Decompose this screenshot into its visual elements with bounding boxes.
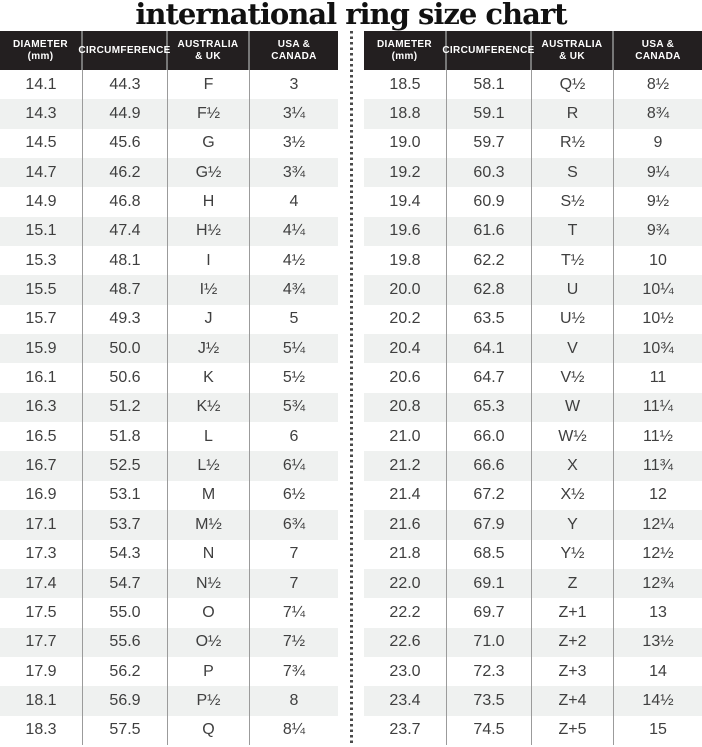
table-cell: 8½ — [646, 75, 670, 93]
table-row — [364, 187, 702, 216]
table-body — [364, 70, 702, 745]
table-cell: R½ — [532, 129, 614, 158]
table-header-row — [364, 31, 702, 70]
table-cell: S½ — [532, 187, 614, 216]
table-cell: 50.6 — [83, 363, 168, 392]
table-row — [0, 129, 338, 158]
table-body — [0, 70, 338, 745]
table-cell: P — [168, 657, 250, 686]
table-cell: Z+4 — [532, 686, 614, 715]
table-cell: 53.1 — [83, 481, 168, 510]
table-cell: 8¼ — [282, 721, 306, 739]
table-cell: 15.5 — [0, 275, 83, 304]
table-cell: 9 — [653, 134, 663, 152]
table-cell: Y½ — [532, 540, 614, 569]
table-cell: 6 — [289, 427, 299, 445]
column-header: USA & CANADA — [271, 38, 317, 62]
table-cell: 60.9 — [447, 187, 532, 216]
table-cell: 19.0 — [364, 129, 447, 158]
table-cell: 11¼ — [643, 398, 673, 416]
table-cell: 52.5 — [83, 451, 168, 480]
column-header: AUSTRALIA & UK — [532, 31, 614, 70]
table-cell: 9¼ — [646, 163, 670, 181]
table-cell: L — [168, 422, 250, 451]
table-cell: 23.4 — [364, 686, 447, 715]
table-cell: 69.7 — [447, 598, 532, 627]
table-cell: 73.5 — [447, 686, 532, 715]
table-row — [0, 363, 338, 392]
table-cell: Z+1 — [532, 598, 614, 627]
table-cell: 21.6 — [364, 510, 447, 539]
table-cell: 5¼ — [282, 339, 306, 357]
table-cell: 3½ — [282, 134, 306, 152]
table-cell: 62.8 — [447, 275, 532, 304]
table-cell: 46.2 — [83, 158, 168, 187]
table-cell: 17.3 — [0, 540, 83, 569]
table-cell: 21.2 — [364, 451, 447, 480]
table-row — [364, 363, 702, 392]
table-cell: 3 — [289, 75, 299, 93]
table-cell: F½ — [168, 99, 250, 128]
table-row — [0, 481, 338, 510]
table-cell: 71.0 — [447, 628, 532, 657]
table-row — [364, 716, 702, 745]
table-cell: 56.9 — [83, 686, 168, 715]
table-cell: 54.3 — [83, 540, 168, 569]
table-cell: 14½ — [642, 691, 674, 709]
table-cell: 9½ — [646, 193, 670, 211]
ring-size-table-left — [0, 31, 338, 745]
table-cell: V½ — [532, 363, 614, 392]
table-cell: 65.3 — [447, 393, 532, 422]
table-cell: T½ — [532, 246, 614, 275]
table-cell: Z — [532, 569, 614, 598]
table-cell: 55.0 — [83, 598, 168, 627]
table-row — [0, 99, 338, 128]
table-cell: 45.6 — [83, 129, 168, 158]
table-row — [364, 481, 702, 510]
table-cell: 7½ — [282, 633, 306, 651]
table-cell: 67.2 — [447, 481, 532, 510]
table-row — [0, 422, 338, 451]
table-cell: W½ — [532, 422, 614, 451]
table-row — [0, 393, 338, 422]
table-cell: 57.5 — [83, 716, 168, 745]
table-cell: 4¾ — [282, 281, 306, 299]
column-header: DIAMETER (mm) — [364, 31, 447, 70]
table-row — [364, 686, 702, 715]
table-row — [0, 686, 338, 715]
table-cell: W — [532, 393, 614, 422]
table-cell: M½ — [168, 510, 250, 539]
table-cell: 15.1 — [0, 217, 83, 246]
table-row — [364, 598, 702, 627]
table-cell: 22.6 — [364, 628, 447, 657]
table-cell: 50.0 — [83, 334, 168, 363]
table-cell: V — [532, 334, 614, 363]
table-cell: U½ — [532, 305, 614, 334]
table-row — [364, 217, 702, 246]
table-cell: 18.8 — [364, 99, 447, 128]
table-row — [0, 628, 338, 657]
table-cell: 20.4 — [364, 334, 447, 363]
table-cell: 66.0 — [447, 422, 532, 451]
table-cell: 59.1 — [447, 99, 532, 128]
table-row — [0, 657, 338, 686]
table-row — [0, 598, 338, 627]
table-cell: 18.3 — [0, 716, 83, 745]
table-cell: 20.8 — [364, 393, 447, 422]
table-cell: 7¼ — [282, 603, 306, 621]
table-row — [0, 246, 338, 275]
table-cell: 11 — [649, 369, 667, 387]
table-cell: 5½ — [282, 369, 306, 387]
table-cell: 7 — [289, 545, 299, 563]
table-cell: Z+5 — [532, 716, 614, 745]
table-cell: 56.2 — [83, 657, 168, 686]
table-cell: 3¾ — [282, 163, 306, 181]
page-title: international ring size chart — [135, 0, 567, 31]
table-header-row — [0, 31, 338, 70]
table-cell: 14.7 — [0, 158, 83, 187]
table-row — [0, 510, 338, 539]
table-cell: X — [532, 451, 614, 480]
table-cell: 8 — [289, 691, 299, 709]
table-cell: 48.7 — [83, 275, 168, 304]
table-cell: 21.8 — [364, 540, 447, 569]
table-cell: M — [168, 481, 250, 510]
table-cell: 15 — [649, 721, 667, 739]
column-header: AUSTRALIA & UK — [168, 31, 250, 70]
table-cell: K — [168, 363, 250, 392]
ring-size-table-right — [364, 31, 702, 745]
table-cell: 9¾ — [646, 222, 670, 240]
table-cell: K½ — [168, 393, 250, 422]
table-cell: 4 — [289, 193, 299, 211]
dotted-divider-line — [350, 31, 353, 745]
table-cell: S — [532, 158, 614, 187]
table-cell: 68.5 — [447, 540, 532, 569]
table-cell: N — [168, 540, 250, 569]
table-cell: 44.3 — [83, 70, 168, 99]
table-row — [0, 305, 338, 334]
table-cell: 16.3 — [0, 393, 83, 422]
column-header: CIRCUMFERENCE — [447, 31, 532, 70]
table-cell: 21.0 — [364, 422, 447, 451]
table-cell: 17.9 — [0, 657, 83, 686]
table-cell: 20.6 — [364, 363, 447, 392]
table-cell: 7¾ — [282, 662, 306, 680]
table-row — [364, 305, 702, 334]
table-row — [0, 217, 338, 246]
table-cell: 6½ — [282, 486, 306, 504]
table-cell: 23.0 — [364, 657, 447, 686]
table-cell: O — [168, 598, 250, 627]
table-cell: 59.7 — [447, 129, 532, 158]
table-cell: 12 — [649, 486, 667, 504]
table-row — [364, 422, 702, 451]
table-cell: 15.3 — [0, 246, 83, 275]
table-cell: 4¼ — [282, 222, 306, 240]
table-cell: O½ — [168, 628, 250, 657]
table-cell: 4½ — [282, 251, 306, 269]
table-cell: 14.5 — [0, 129, 83, 158]
table-cell: 6¼ — [282, 457, 306, 475]
table-cell: T — [532, 217, 614, 246]
table-cell: 15.7 — [0, 305, 83, 334]
table-cell: 51.8 — [83, 422, 168, 451]
table-row — [0, 158, 338, 187]
table-row — [0, 275, 338, 304]
table-cell: 20.0 — [364, 275, 447, 304]
table-cell: 5 — [289, 310, 299, 328]
table-cell: 22.2 — [364, 598, 447, 627]
table-row — [364, 275, 702, 304]
table-cell: U — [532, 275, 614, 304]
table-cell: 19.4 — [364, 187, 447, 216]
table-cell: 58.1 — [447, 70, 532, 99]
table-cell: 22.0 — [364, 569, 447, 598]
table-cell: 53.7 — [83, 510, 168, 539]
table-cell: 19.8 — [364, 246, 447, 275]
table-cell: 49.3 — [83, 305, 168, 334]
table-row — [364, 628, 702, 657]
table-cell: F — [168, 70, 250, 99]
table-cell: I — [168, 246, 250, 275]
table-row — [364, 657, 702, 686]
table-cell: 47.4 — [83, 217, 168, 246]
table-row — [364, 540, 702, 569]
table-cell: Z+2 — [532, 628, 614, 657]
table-cell: 3¼ — [282, 105, 306, 123]
table-row — [364, 510, 702, 539]
table-cell: Z+3 — [532, 657, 614, 686]
table-cell: 17.1 — [0, 510, 83, 539]
table-cell: X½ — [532, 481, 614, 510]
table-cell: 12½ — [642, 545, 674, 563]
table-cell: 10¼ — [642, 281, 674, 299]
table-row — [364, 393, 702, 422]
table-cell: 67.9 — [447, 510, 532, 539]
table-row — [364, 569, 702, 598]
table-cell: 19.6 — [364, 217, 447, 246]
table-cell: 13½ — [642, 633, 674, 651]
table-cell: 17.4 — [0, 569, 83, 598]
table-cell: 15.9 — [0, 334, 83, 363]
table-cell: 17.5 — [0, 598, 83, 627]
table-cell: 6¾ — [282, 515, 306, 533]
table-row — [0, 540, 338, 569]
table-cell: 64.1 — [447, 334, 532, 363]
table-cell: 55.6 — [83, 628, 168, 657]
table-cell: H½ — [168, 217, 250, 246]
table-cell: G — [168, 129, 250, 158]
table-cell: 16.9 — [0, 481, 83, 510]
table-row — [364, 99, 702, 128]
table-cell: 18.1 — [0, 686, 83, 715]
table-cell: 51.2 — [83, 393, 168, 422]
table-cell: 74.5 — [447, 716, 532, 745]
table-cell: 54.7 — [83, 569, 168, 598]
table-cell: 10¾ — [642, 339, 674, 357]
table-cell: 16.7 — [0, 451, 83, 480]
table-cell: G½ — [168, 158, 250, 187]
table-cell: 7 — [289, 574, 299, 592]
table-cell: 17.7 — [0, 628, 83, 657]
dotted-divider — [338, 31, 364, 745]
table-cell: 62.2 — [447, 246, 532, 275]
table-cell: 64.7 — [447, 363, 532, 392]
table-row — [0, 334, 338, 363]
table-cell: 16.5 — [0, 422, 83, 451]
table-cell: 23.7 — [364, 716, 447, 745]
table-cell: 14.9 — [0, 187, 83, 216]
table-row — [364, 334, 702, 363]
table-cell: N½ — [168, 569, 250, 598]
table-cell: 13 — [649, 603, 667, 621]
table-cell: H — [168, 187, 250, 216]
table-cell: 11½ — [643, 427, 673, 445]
table-cell: 66.6 — [447, 451, 532, 480]
table-row — [0, 451, 338, 480]
table-cell: 10½ — [642, 310, 674, 328]
table-row — [0, 70, 338, 99]
table-cell: 5¾ — [282, 398, 306, 416]
table-cell: 8¾ — [646, 105, 670, 123]
table-cell: J½ — [168, 334, 250, 363]
table-cell: 12¼ — [642, 515, 674, 533]
table-cell: 19.2 — [364, 158, 447, 187]
table-cell: P½ — [168, 686, 250, 715]
table-row — [364, 70, 702, 99]
table-cell: 48.1 — [83, 246, 168, 275]
table-cell: 11¾ — [643, 457, 673, 475]
table-cell: 18.5 — [364, 70, 447, 99]
table-cell: R — [532, 99, 614, 128]
table-cell: 14.1 — [0, 70, 83, 99]
table-cell: 44.9 — [83, 99, 168, 128]
table-row — [0, 569, 338, 598]
table-cell: 61.6 — [447, 217, 532, 246]
table-cell: L½ — [168, 451, 250, 480]
table-cell: 72.3 — [447, 657, 532, 686]
table-row — [0, 187, 338, 216]
table-cell: Q — [168, 716, 250, 745]
table-cell: 20.2 — [364, 305, 447, 334]
table-row — [364, 158, 702, 187]
table-row — [364, 451, 702, 480]
column-header: DIAMETER (mm) — [0, 31, 83, 70]
table-cell: 46.8 — [83, 187, 168, 216]
table-cell: Y — [532, 510, 614, 539]
table-row — [0, 716, 338, 745]
table-cell: J — [168, 305, 250, 334]
table-cell: 16.1 — [0, 363, 83, 392]
table-cell: 14 — [649, 662, 667, 680]
table-cell: 60.3 — [447, 158, 532, 187]
tables-container — [0, 31, 702, 745]
table-cell: I½ — [168, 275, 250, 304]
table-cell: Q½ — [532, 70, 614, 99]
column-header: CIRCUMFERENCE — [83, 31, 168, 70]
table-row — [364, 246, 702, 275]
table-cell: 14.3 — [0, 99, 83, 128]
table-cell: 10 — [649, 251, 667, 269]
table-row — [364, 129, 702, 158]
table-cell: 21.4 — [364, 481, 447, 510]
column-header: USA & CANADA — [635, 38, 681, 62]
table-cell: 63.5 — [447, 305, 532, 334]
table-cell: 69.1 — [447, 569, 532, 598]
table-cell: 12¾ — [642, 574, 674, 592]
